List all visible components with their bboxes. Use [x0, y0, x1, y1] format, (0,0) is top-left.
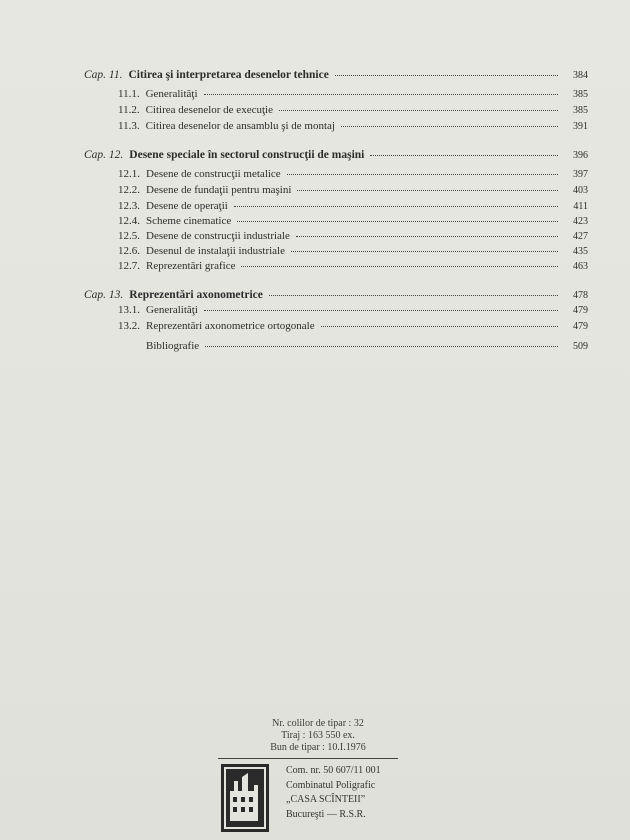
toc-page-number: 391 — [573, 121, 588, 132]
toc-section-13-2 — [118, 319, 588, 333]
dot-leader — [370, 154, 558, 156]
toc-section-12-6 — [118, 244, 588, 258]
toc-number: Cap. 11. — [84, 69, 123, 81]
toc-section-12-3 — [118, 199, 588, 213]
dot-leader — [204, 309, 558, 311]
imprint-printing-sheets: Nr. colilor de tipar : 32 — [272, 718, 364, 729]
imprint-print-run: Tiraj : 163 550 ex. — [281, 730, 355, 741]
dot-leader — [204, 93, 558, 95]
toc-chapter-13 — [84, 288, 588, 302]
toc-title: Desene de construcţii industriale — [146, 230, 290, 242]
toc-number: Cap. 13. — [84, 289, 124, 301]
toc-section-12-2 — [118, 183, 588, 197]
toc-number: 13.1. — [118, 304, 140, 316]
dot-leader — [297, 189, 558, 191]
toc-page-number: 479 — [573, 321, 588, 332]
toc-title: Desene speciale în sectorul construcţii de maşini — [129, 149, 365, 161]
toc-section-11-1 — [118, 87, 588, 101]
dot-leader — [291, 250, 558, 252]
toc-chapter-11 — [84, 68, 588, 82]
dot-leader — [241, 265, 558, 267]
toc-title: Scheme cinematice — [146, 215, 232, 227]
toc-title: Reprezentări axonometrice — [129, 289, 263, 301]
imprint-divider — [218, 758, 398, 759]
toc-title: Generalităţi — [145, 88, 198, 100]
dot-leader — [237, 220, 558, 222]
dot-leader — [321, 325, 558, 327]
printer-city: Bucureşti — R.S.R. — [286, 808, 366, 820]
toc-number: 12.6. — [118, 245, 140, 257]
printer-name: Combinatul Poligrafic — [286, 779, 376, 791]
toc-section-11-3 — [118, 119, 588, 133]
toc-page-number: 435 — [573, 246, 588, 257]
toc-number: 11.1. — [118, 88, 140, 100]
toc-title: Citirea desenelor de ansamblu şi de montaj — [145, 120, 335, 132]
dot-leader — [287, 173, 558, 175]
toc-number: 12.1. — [118, 168, 140, 180]
toc-page-number: 427 — [573, 231, 588, 242]
toc-page-number: 423 — [573, 216, 588, 227]
toc-page-number: 478 — [573, 290, 588, 301]
toc-title: Desenul de instalaţii industriale — [146, 245, 285, 257]
printer-house: „CASA SCÎNTEII” — [286, 794, 366, 805]
dot-leader — [279, 109, 558, 111]
toc-title: Desene de operaţii — [146, 200, 228, 212]
toc-number: 11.3. — [118, 120, 140, 132]
printer-details — [286, 764, 426, 822]
toc-page-number: 479 — [573, 305, 588, 316]
imprint-block — [218, 718, 418, 754]
toc-section-12-4 — [118, 214, 588, 228]
toc-page-number: 385 — [573, 89, 588, 100]
imprint-print-date: Bun de tipar : 10.I.1976 — [270, 742, 366, 753]
toc-title: Reprezentări grafice — [146, 260, 236, 272]
toc-number: Cap. 12. — [84, 149, 124, 161]
toc-section-12-7 — [118, 259, 588, 273]
dot-leader — [296, 235, 558, 237]
toc-chapter-12 — [84, 148, 588, 162]
toc-number: 12.7. — [118, 260, 140, 272]
toc-title: Reprezentări axonometrice ortogonale — [146, 320, 315, 332]
dot-leader — [234, 205, 558, 207]
toc-page-number: 385 — [573, 105, 588, 116]
toc-number: 12.4. — [118, 215, 140, 227]
dot-leader — [335, 74, 558, 76]
toc-number: 13.2. — [118, 320, 140, 332]
toc-page-number: 384 — [573, 70, 588, 81]
toc-title: Desene de construcţii metalice — [146, 168, 281, 180]
toc-section-11-2 — [118, 103, 588, 117]
toc-section-12-1 — [118, 167, 588, 181]
toc-number: 11.2. — [118, 104, 140, 116]
toc-number: 12.2. — [118, 184, 140, 196]
toc-title: Desene de fundaţii pentru maşini — [146, 184, 292, 196]
toc-title: Citirea şi interpretarea desenelor tehnice — [128, 69, 329, 81]
toc-bibliography — [146, 339, 588, 353]
toc-number: 12.5. — [118, 230, 140, 242]
toc-number: 12.3. — [118, 200, 140, 212]
toc-section-12-5 — [118, 229, 588, 243]
dot-leader — [269, 294, 558, 296]
toc-page-number: 396 — [573, 150, 588, 161]
toc-title: Citirea desenelor de execuţie — [145, 104, 273, 116]
toc-title: Generalităţi — [146, 304, 198, 316]
dot-leader — [205, 345, 558, 347]
printing-house-logo-icon — [220, 763, 270, 833]
toc-page-number: 397 — [573, 169, 588, 180]
toc-page-number: 403 — [573, 185, 588, 196]
dot-leader — [341, 125, 558, 127]
toc-page-number: 411 — [573, 201, 588, 212]
toc-section-13-1 — [118, 303, 588, 317]
order-number: Com. nr. 50 607/11 001 — [286, 765, 381, 776]
toc-page-number: 463 — [573, 261, 588, 272]
toc-title: Bibliografie — [146, 340, 200, 352]
toc-page-number: 509 — [573, 341, 588, 352]
